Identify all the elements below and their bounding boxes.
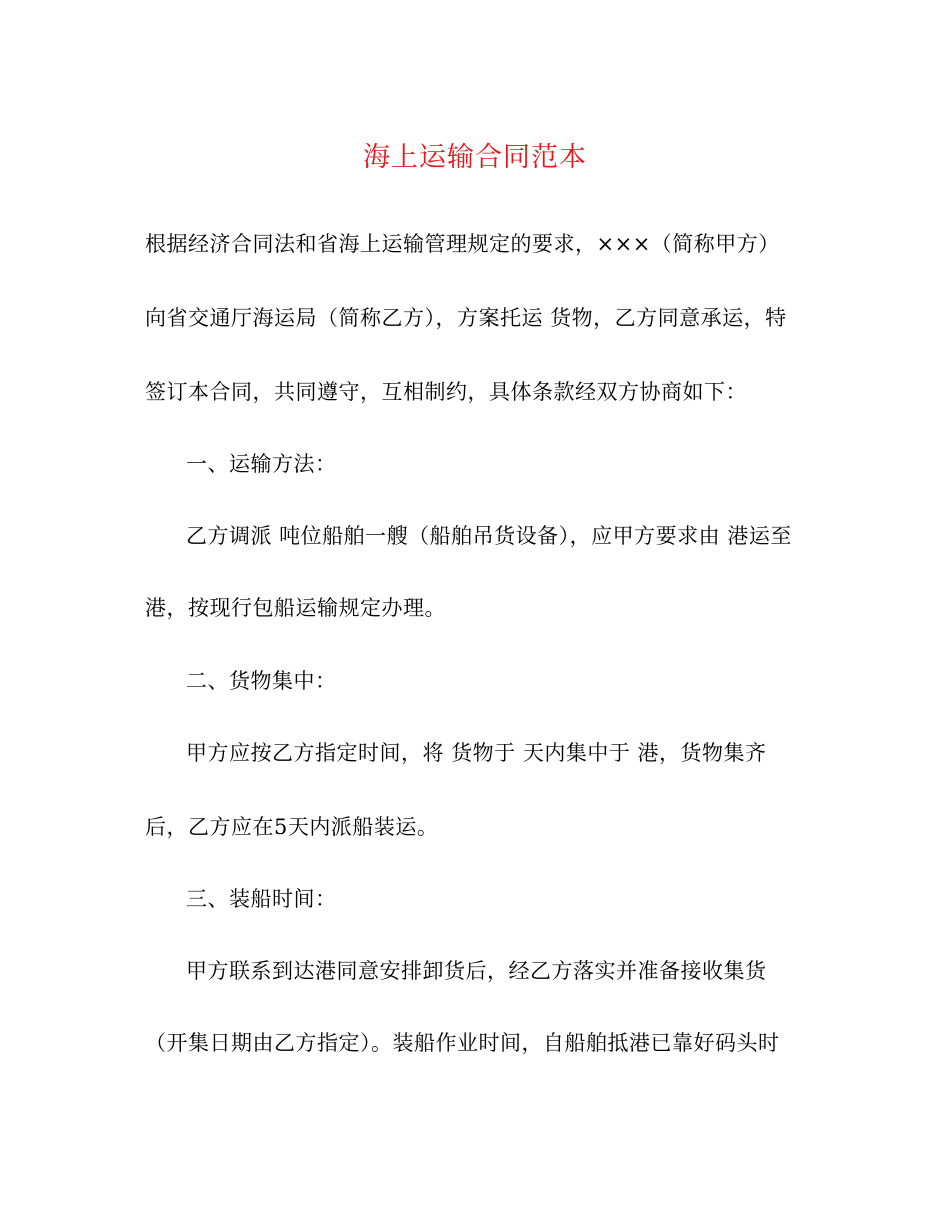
- paragraph-line: 港，按现行包船运输规定办理。: [145, 596, 446, 620]
- paragraph-line: （开集日期由乙方指定）。装船作业时间，自船舶抵港已靠好码头时: [145, 1031, 780, 1055]
- section-heading: 一、运输方法：: [186, 452, 337, 476]
- paragraph-line: 根据经济合同法和省海上运输管理规定的要求，×××（简称甲方）: [145, 232, 780, 256]
- section-heading: 三、装船时间：: [186, 887, 337, 911]
- paragraph-line: 后，乙方应在5天内派船装运。: [145, 815, 439, 839]
- document-title: 海上运输合同范本: [363, 142, 587, 173]
- paragraph-line: 甲方应按乙方指定时间，将 货物于 天内集中于 港，货物集齐: [186, 741, 767, 765]
- section-heading: 二、货物集中：: [186, 669, 337, 693]
- paragraph-line: 向省交通厅海运局（简称乙方），方案托运 货物，乙方同意承运，特: [145, 306, 787, 330]
- paragraph-line: 甲方联系到达港同意安排卸货后，经乙方落实并准备接收集货: [186, 959, 767, 983]
- paragraph-line: 乙方调派 吨位船舶一艘（船舶吊货设备），应甲方要求由 港运至: [186, 524, 792, 548]
- paragraph-line: 签订本合同，共同遵守，互相制约，具体条款经双方协商如下：: [145, 380, 747, 404]
